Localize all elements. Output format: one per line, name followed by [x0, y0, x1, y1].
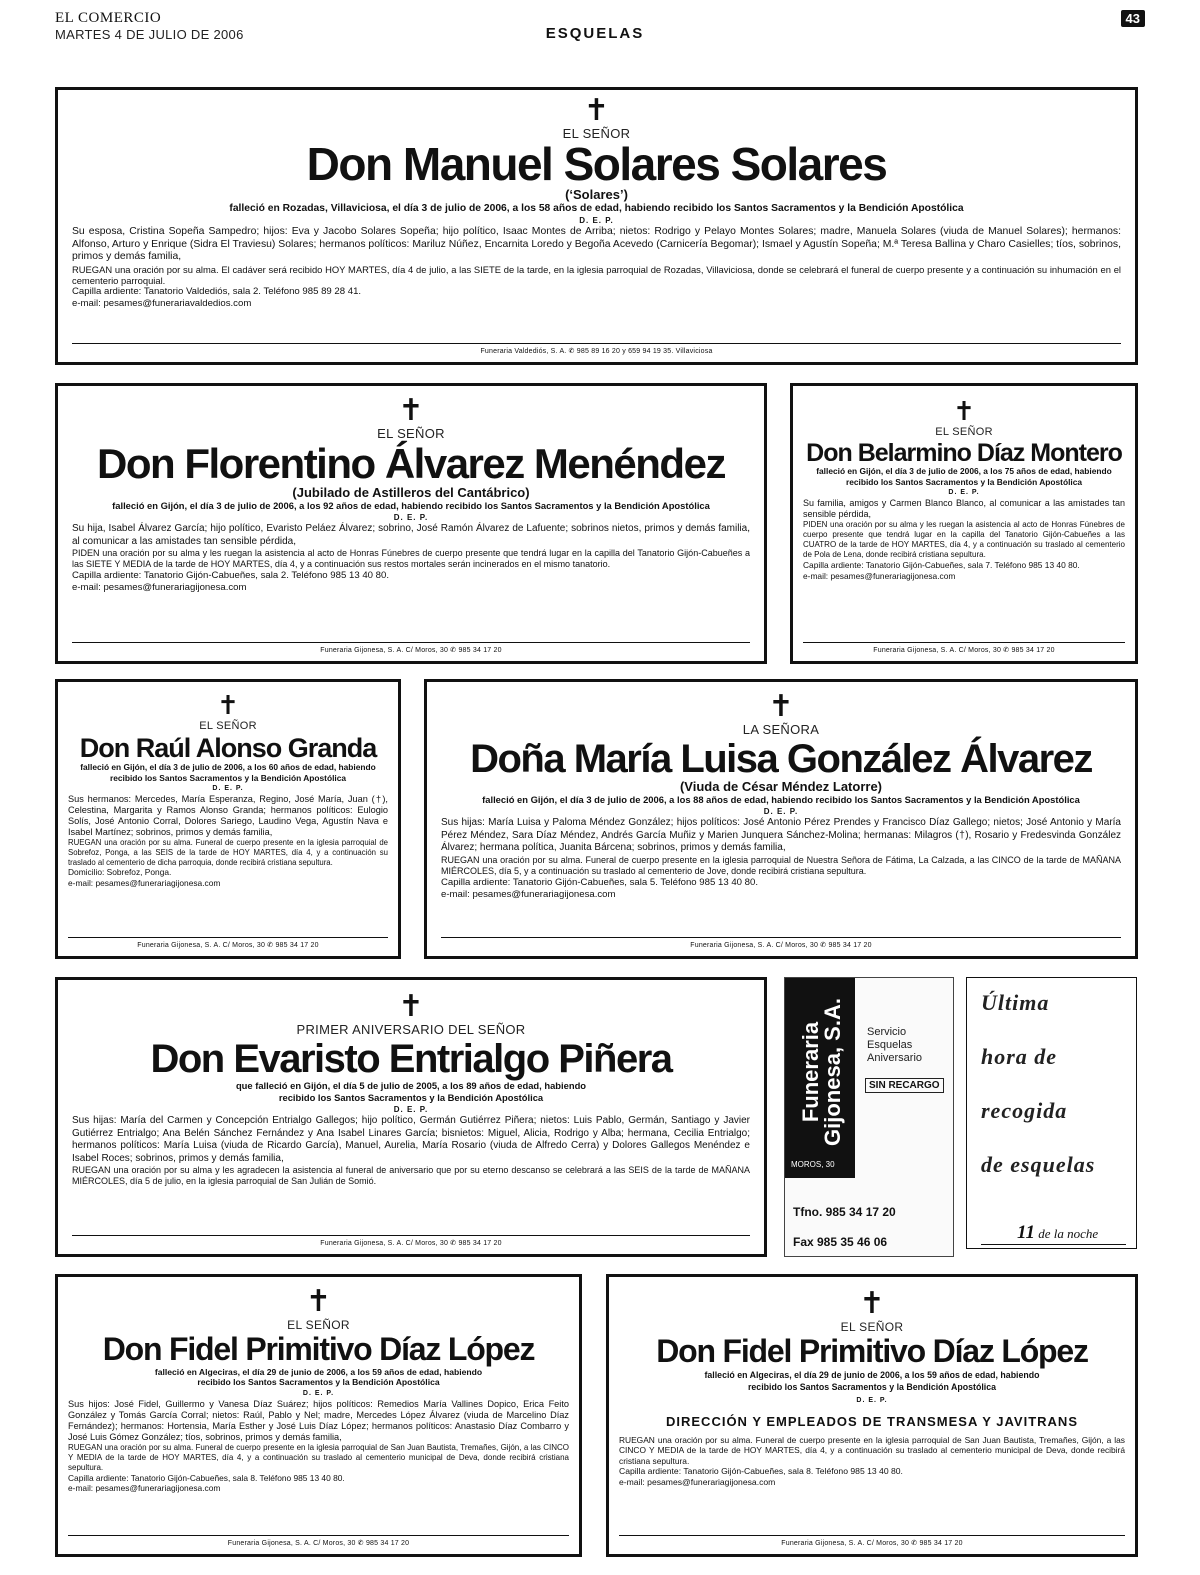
death-details: falleció en Rozadas, Villaviciosa, el día 3 de julio de 2006, a los 58 años de edad, habiendo recibido los Santos Sacramentos y la Bendición Apostólica	[229, 203, 964, 215]
deadline-line-1: Última	[981, 990, 1050, 1015]
deadline-time	[1017, 1222, 1098, 1244]
family-list: Su hija, Isabel Álvarez García; hijo político, Evaristo Peláez Álvarez; sobrino, José Ramón Álvarez de Lafuente; sobrinos nietos, primos y demás familia, al comunicar a las amistades tan sensible pérdida,	[72, 523, 750, 547]
death-details: falleció en Gijón, el día 3 de julio de 2006, a los 92 años de edad, habiendo recibido los Santos Sacramentos y la Bendición Apostólica	[112, 500, 710, 512]
cross-icon: ✝	[583, 94, 610, 127]
death-details: que falleció en Gijón, el día 5 de julio de 2005, a los 89 años de edad, habiendo recibido los Santos Sacramentos y la Bendición Apostólica	[235, 1080, 587, 1103]
death-details: falleció en Gijón, el día 3 de julio de 2006, a los 60 años de edad, habiendo recibido los Santos Sacramentos y la Bendición Apostólica	[80, 762, 376, 783]
cross-icon: ✝	[398, 394, 424, 427]
funeral-home: Funeraria Gijonesa, S. A. C/ Moros, 30 ✆ 985 34 17 20	[873, 647, 1055, 654]
family-list: Su familia, amigos y Carmen Blanco Blanco, al comunicar a las amistades tan sensible pérdida,	[803, 498, 1125, 520]
section-title: ESQUELAS	[545, 25, 645, 42]
chapel-info: Capilla ardiente: Tanatorio Gijón-Cabueñes, sala 8. Teléfono 985 13 40 80.	[68, 1472, 345, 1483]
issue-date: MARTES 4 DE JULIO DE 2006	[55, 27, 244, 42]
family-list: Sus hijos: José Fidel, Guillermo y Vanesa Díaz Suárez; hijos políticos: Remedios María Vallines Dopico, Erica Feito González y Tomás García Corral; nietos: Raúl, Pablo y Nel; madre, Mercedes López Álvarez (viuda de Marcelino Díaz Fernández); hermanos: Hortensia, María Esther y José Luis Díaz López; hermanos políticos: Anastasio Díaz Combarro y José Luis Gómez González; tíos, sobrinos, primos y demás familia,	[68, 1398, 569, 1442]
dep-label: D. E. P.	[948, 489, 980, 497]
chapel-info: Capilla ardiente: Tanatorio Gijón-Cabueñes, sala 7. Teléfono 985 13 40 80.	[803, 560, 1080, 571]
condolence-email: e-mail: pesames@funerariavaldedios.com	[72, 297, 252, 309]
condolence-email: e-mail: pesames@funerariagijonesa.com	[619, 1476, 776, 1487]
ad-no-surcharge: SIN RECARGO	[865, 1078, 944, 1093]
footer-divider	[619, 1535, 1125, 1536]
dep-label: D. E. P.	[579, 216, 614, 226]
ad-address: MOROS, 30	[791, 1160, 835, 1169]
obituary-alonso-granda	[55, 679, 401, 959]
death-details: falleció en Gijón, el día 3 de julio de 2006, a los 88 años de edad, habiendo recibido los Santos Sacramentos y la Bendición Apostólica	[482, 794, 1080, 805]
cross-icon: ✝	[398, 990, 424, 1023]
obituary-diaz-lopez-family	[55, 1274, 582, 1557]
family-list: Sus hermanos: Mercedes, María Esperanza, Regino, José María, Juan (†), Celestina, Margarita y Ramos Alonso Granda; hermanos políticos: Eulogio Solís, José Antonio Corral, Dolores Sariego, Laudino Vega, Agustín Nava e Isabel Martínez; sobrinos, primos y demás familia,	[68, 794, 388, 838]
footer-divider	[68, 1535, 569, 1536]
funeral-home: Funeraria Gijonesa, S. A. C/ Moros, 30 ✆ 985 34 17 20	[781, 1540, 963, 1547]
deceased-widow-note: (Viuda de César Méndez Latorre)	[679, 779, 883, 794]
chapel-info: Capilla ardiente: Tanatorio Gijón-Cabueñes, sala 2. Teléfono 985 13 40 80.	[72, 570, 389, 582]
deceased-name: Don Fidel Primitivo Díaz López	[656, 1333, 1088, 1369]
service-info: RUEGAN una oración por su alma. Funeral de cuerpo presente en la iglesia parroquial de San Juan Bautista, Tremañes, Gijón, a las CINCO Y MEDIA de la tarde de HOY MARTES, día 4, y a continuación su traslado al cementerio municipal de Deva, donde recibirá cristiana sepultura.	[68, 1442, 569, 1472]
deceased-name: Don Manuel Solares Solares	[306, 138, 887, 190]
service-info: RUEGAN una oración por su alma y les agradecen la asistencia al funeral de aniversario que por su eterno descanso se celebrará a las SEIS de la tarde de MAÑANA MIÉRCOLES, día 5 de julio, en la iglesia parroquial de San Julián de Somió.	[72, 1165, 750, 1186]
service-info: PIDEN una oración por su alma y les ruegan la asistencia al acto de Honras Fúnebres de cuerpo presente que tendrá lugar en la capilla del Tanatorio Gijón-Cabueñes a las SIETE Y MEDIA de la tarde de HOY MARTES, día 4, y a continuación sus restos mortales serán incinerados en el mismo tanatorio.	[72, 548, 750, 570]
deadline-line-4: de esquelas	[981, 1152, 1096, 1177]
ad-brand-name: Funeraria Gijonesa, S.A.	[798, 998, 845, 1146]
family-list: Su esposa, Cristina Sopeña Sampedro; hijos: Eva y Jacobo Solares Sopeña; hijo político, Isaac Montes de Arriba; nietos: Rodrigo y Pelayo Montes Solares; madre, Manuela Solares (viuda de Manuel Solares); hermanos: Alfonso, Arturo y Enrique (Sidra El Traviesu) Solares; hermanos políticos: Mariluz Núñez, Encarnita Loredo y Begoña Acevedo (Carnicería Begomar); Ismael y Agustín Sopeña; M.ª Teresa Ballina y Charo Casielles; tíos, sobrinos, primos y demás familia,	[72, 226, 1121, 263]
deceased-name: Don Evaristo Entrialgo Piñera	[150, 1037, 672, 1081]
obituary-alvarez-menendez	[55, 383, 767, 664]
obituary-solares	[55, 87, 1138, 365]
condolence-email: e-mail: pesames@funerariagijonesa.com	[68, 877, 221, 888]
dep-label: D. E. P.	[393, 1105, 429, 1114]
condolence-email: e-mail: pesames@funerariagijonesa.com	[72, 582, 247, 594]
dep-label: D. E. P.	[212, 785, 244, 793]
anniversary-entrialgo	[55, 977, 767, 1257]
funeral-home: Funeraria Gijonesa, S. A. C/ Moros, 30 ✆ 985 34 17 20	[320, 1240, 502, 1247]
obituary-title: EL SEÑOR	[199, 720, 257, 732]
deadline-suffix: de la noche	[1034, 1226, 1099, 1241]
funeral-home: Funeraria Gijonesa, S. A. C/ Moros, 30 ✆ 985 34 17 20	[320, 647, 502, 654]
deadline-line-3: recogida	[981, 1098, 1068, 1123]
dep-label: D. E. P.	[856, 1396, 888, 1404]
obituary-title: EL SEÑOR	[287, 1318, 350, 1332]
cross-icon: ✝	[217, 690, 239, 720]
chapel-info: Capilla ardiente: Tanatorio Gijón-Cabueñes, sala 5. Teléfono 985 13 40 80.	[441, 876, 758, 888]
deadline-hour: 11	[1017, 1222, 1035, 1243]
obituary-title: EL SEÑOR	[935, 426, 993, 438]
death-details: falleció en Algeciras, el día 29 de junio de 2006, a los 59 años de edad, habiendo recibido los Santos Sacramentos y la Bendición Apostólica	[704, 1369, 1040, 1392]
ad-service-text: Servicio Esquelas Aniversario	[867, 1026, 923, 1064]
deceased-occupation: (Jubilado de Astilleros del Cantábrico)	[292, 485, 530, 501]
page-number: 43	[1121, 10, 1145, 27]
family-list: Sus hijas: María Luisa y Paloma Méndez González; hijos políticos: José Antonio Pérez Prendes y Francisco Díaz Gallego; nietos; José Antonio y María Pérez Méndez, Sara Díaz Méndez, Andrés García Muñiz y Marien Junquera Sánchez-Molina; hermanas: Milagros (†), Rosario y Fredesvinda González Álvarez; hermana política, Juanita Bárcena; sobrinos, primos y demás familia,	[441, 817, 1121, 853]
footer-divider	[72, 343, 1121, 344]
ad-brand-stripe	[785, 978, 855, 1178]
funeral-home: Funeraria Gijonesa, S. A. C/ Moros, 30 ✆ 985 34 17 20	[137, 942, 319, 949]
obituary-gonzalez-alvarez	[424, 679, 1138, 959]
service-info: PIDEN una oración por su alma y les ruegan la asistencia al acto de Honras Fúnebres de cuerpo presente que tendrá lugar en la capilla del Tanatorio Gijón-Cabueñes a las CUATRO de la tarde de HOY MARTES, día 4, y a continuación su traslado al cementerio de Pola de Lena, donde recibirá cristiana sepultura.	[803, 520, 1125, 560]
death-details: falleció en Algeciras, el día 29 de junio de 2006, a los 59 años de edad, habiendo recibido los Santos Sacramentos y la Bendición Apostólica	[154, 1366, 483, 1388]
deceased-name: Don Raúl Alonso Granda	[79, 733, 377, 763]
condolence-email: e-mail: pesames@funerariagijonesa.com	[441, 888, 616, 900]
footer-divider	[441, 937, 1121, 938]
condolence-email: e-mail: pesames@funerariagijonesa.com	[68, 1483, 221, 1494]
obituary-title: EL SEÑOR	[377, 426, 445, 441]
obituary-title: EL SEÑOR	[562, 126, 631, 141]
deadline-rule	[981, 1244, 1126, 1245]
death-details: falleció en Gijón, el día 3 de julio de 2006, a los 75 años de edad, habiendo recibido los Santos Sacramentos y la Bendición Apostólica	[816, 466, 1112, 487]
dep-label: D. E. P.	[763, 807, 799, 816]
obituary-title: EL SEÑOR	[840, 1320, 904, 1334]
service-info: RUEGAN una oración por su alma. Funeral de cuerpo presente en la iglesia parroquial de Sobrefoz, Ponga, a las SEIS de la tarde de HOY MARTES, día 4, y a continuación su traslado al cementerio de dicha parroquia, donde recibirá cristiana sepultura.	[68, 838, 388, 867]
funeral-home-ad	[784, 977, 954, 1257]
obituary-title: LA SEÑORA	[742, 722, 820, 737]
condolence-email: e-mail: pesames@funerariagijonesa.com	[803, 570, 956, 581]
cross-icon: ✝	[859, 1287, 885, 1320]
dep-label: D. E. P.	[393, 513, 429, 523]
service-info: RUEGAN una oración por su alma. Funeral de cuerpo presente en la iglesia parroquial de San Juan Bautista, Tremañes, Gijón, a las CINCO Y MEDIA de la tarde de HOY MARTES, día 4, y a continuación su traslado al cementerio municipal de Deva, donde recibirá cristiana sepultura.	[619, 1434, 1125, 1466]
deceased-name: Don Florentino Álvarez Menéndez	[97, 440, 725, 487]
cross-icon: ✝	[768, 690, 794, 723]
chapel-info: Capilla ardiente: Tanatorio Valdediós, sala 2. Teléfono 985 89 28 41.	[72, 285, 362, 297]
funeral-home: Funeraria Gijonesa, S. A. C/ Moros, 30 ✆ 985 34 17 20	[690, 942, 872, 949]
chapel-info: Capilla ardiente: Tanatorio Gijón-Cabueñes, sala 8. Teléfono 985 13 40 80.	[619, 1466, 903, 1477]
obituary-diaz-montero	[790, 383, 1138, 664]
cross-icon: ✝	[305, 1285, 332, 1318]
deceased-name: Don Belarmino Díaz Montero	[806, 439, 1122, 467]
ad-phone: Tfno. 985 34 17 20	[793, 1205, 896, 1219]
service-info: RUEGAN una oración por su alma. Funeral de cuerpo presente en la iglesia parroquial de Nuestra Señora de Fátima, La Calzada, a las CINCO de la tarde de MAÑANA MIÉRCOLES, día 5, y a continuación su traslado al cementerio de Jove, donde recibirá cristiana sepultura.	[441, 854, 1121, 876]
deceased-nickname: (‘Solares’)	[565, 187, 628, 203]
home-address: Domicilio: Sobrefoz, Ponga.	[68, 867, 172, 878]
dep-label: D. E. P.	[302, 1389, 335, 1397]
newspaper-name: EL COMERCIO	[55, 10, 162, 26]
deceased-name: Doña María Luisa González Álvarez	[470, 737, 1092, 781]
footer-divider	[803, 642, 1125, 643]
cross-icon: ✝	[953, 396, 975, 426]
footer-divider	[68, 937, 388, 938]
ad-fax: Fax 985 35 46 06	[793, 1235, 888, 1249]
deceased-name: Don Fidel Primitivo Díaz López	[102, 1331, 535, 1367]
funeral-home: Funeraria Valdediós, S. A. ✆ 985 89 16 20 y 659 94 19 35. Villaviciosa	[480, 348, 713, 355]
family-list: Sus hijas: María del Carmen y Concepción Entrialgo Gallegos; hijo político, Germán Gutiérrez Piñera; nietos: Luis Pablo, Germán, Santiago y Javier Gutiérrez Entrialgo; Ana Belén Sánchez Fernández y Ana Isabel Linares García; bisnietos: Miguel, Alicia, Rodrigo y Alba; hermana, Cecilia Entrialgo; hermanos políticos: María Luisa (viuda de Ricardo García), Manuel, Aurelia, María Rosario (viuda de Alfredo Cerra) y Dolores Gallegos Menéndez e Isabel Roces; sobrinos, primos y demás familia,	[72, 1115, 750, 1164]
footer-divider	[72, 642, 750, 643]
funeral-home: Funeraria Gijonesa, S. A. C/ Moros, 30 ✆ 985 34 17 20	[227, 1540, 410, 1547]
obituary-title: PRIMER ANIVERSARIO DEL SEÑOR	[296, 1022, 526, 1037]
deadline-notice	[966, 977, 1137, 1249]
footer-divider	[72, 1235, 750, 1236]
company-name: DIRECCIÓN Y EMPLEADOS DE TRANSMESA Y JAVITRANS	[666, 1413, 1078, 1429]
service-info: RUEGAN una oración por su alma. El cadáver será recibido HOY MARTES, día 4 de julio, a las SIETE de la tarde, en la iglesia parroquial de Rozadas, Villaviciosa, donde se celebrará el funeral de cuerpo presente y a continuación su inhumación en el cementerio parroquial.	[72, 263, 1121, 286]
obituary-diaz-lopez-company	[606, 1274, 1138, 1557]
deadline-line-2: hora de	[981, 1044, 1058, 1069]
